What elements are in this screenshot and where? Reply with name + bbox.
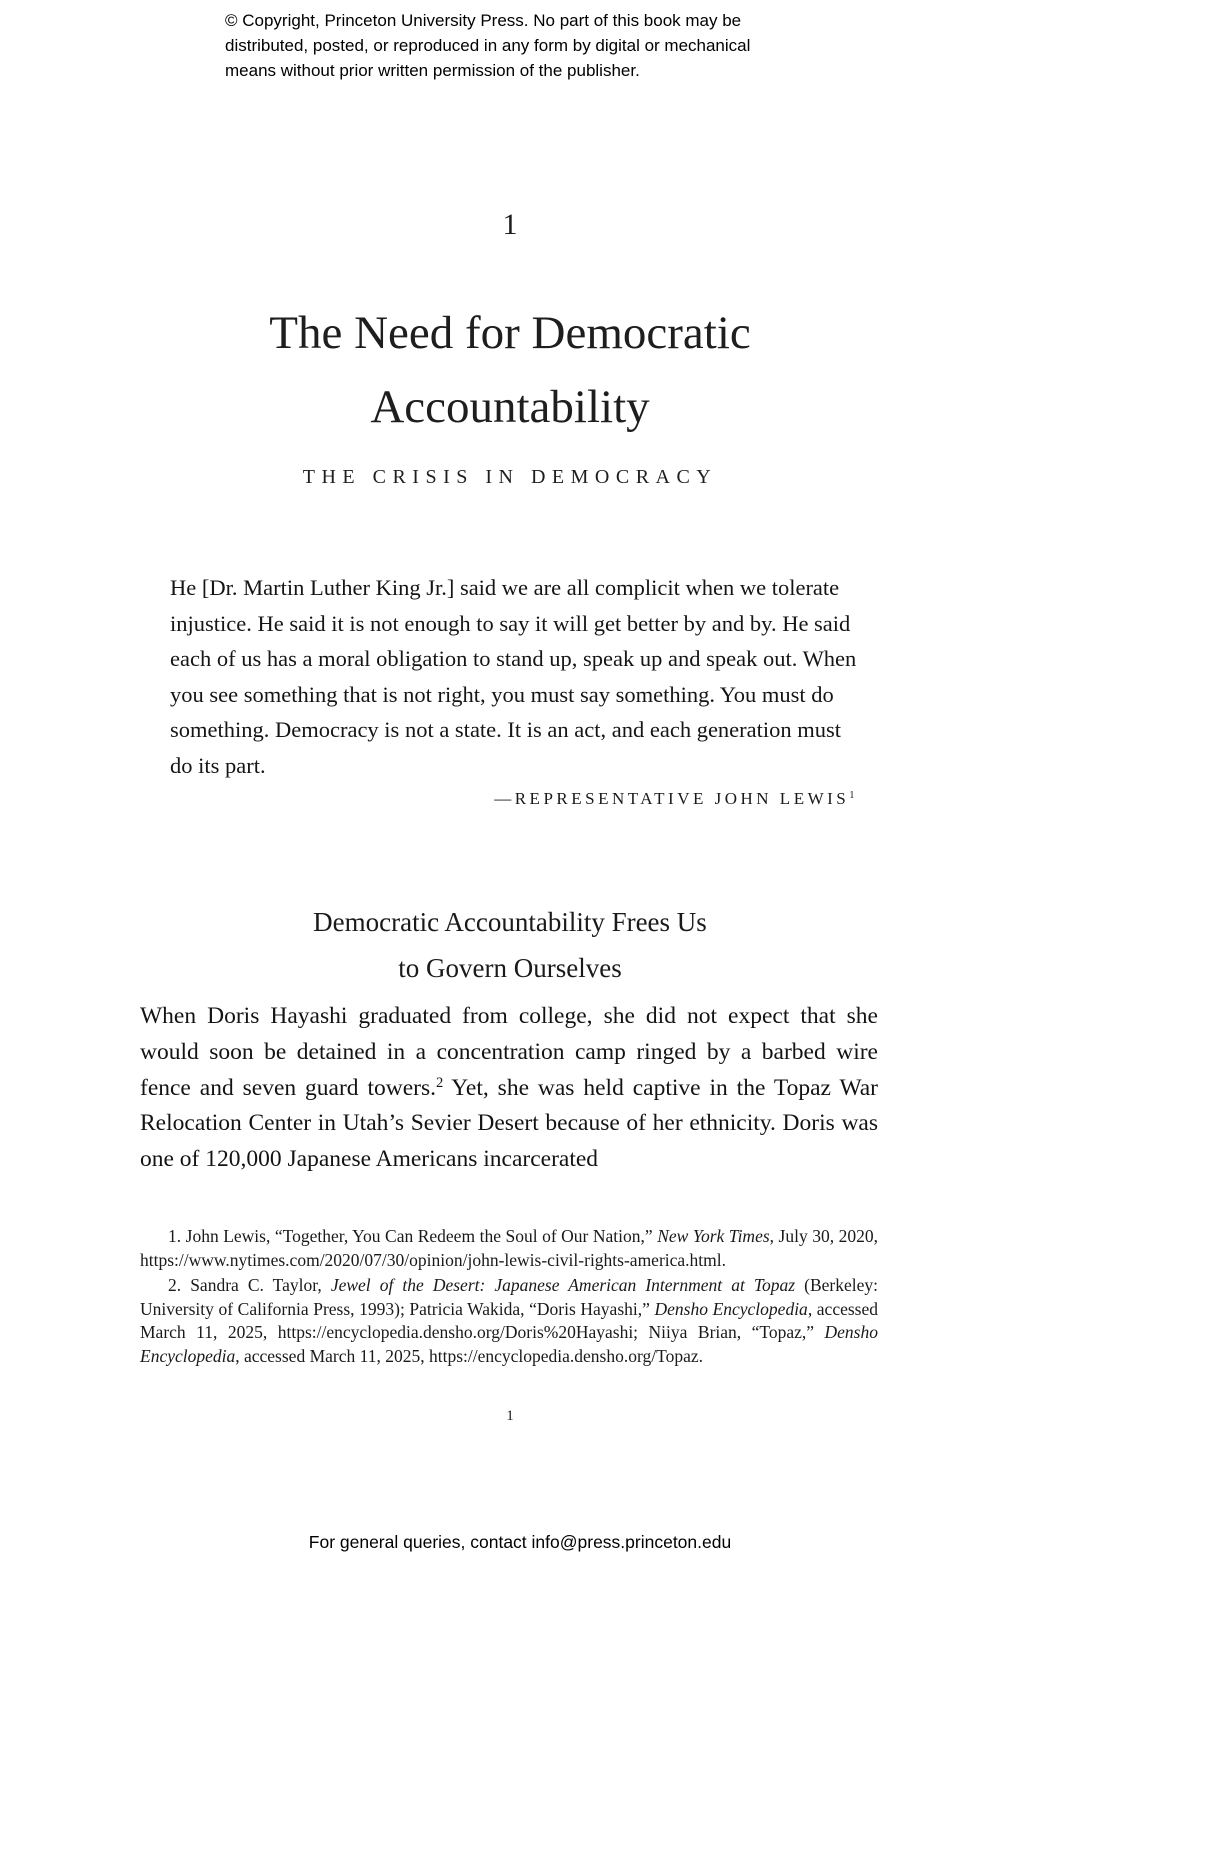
copyright-line: means without prior written permission of the publisher.	[225, 61, 640, 80]
body-text: Yet, she was held captive in the Topaz War Relocation Center in Utah’s Sevier Desert because of her ethnicity. Doris was one of 120,000 Japanese Americans incarcerated	[140, 1074, 878, 1173]
footnote-reference-1: 1	[849, 790, 858, 802]
chapter-title-line: Accountability	[370, 381, 650, 433]
copyright-notice	[225, 8, 750, 83]
footnote-1: 1. John Lewis, “Together, You Can Redeem the Soul of Our Nation,” New York Times, July 30, 2020, https://www.nytimes.com/2020/07/30/opinion/john-lewis-civil-rights-america.html.	[140, 1226, 878, 1270]
epigraph-attribution	[170, 789, 858, 809]
chapter-number: 1	[502, 208, 518, 241]
copyright-line: distributed, posted, or reproduced in any form by digital or mechanical	[225, 36, 751, 55]
footnotes-block	[140, 1225, 878, 1368]
section-heading	[140, 899, 880, 991]
publisher-contact-footer: For general queries, contact info@press.princeton.edu	[308, 1532, 732, 1552]
copyright-line: © Copyright, Princeton University Press. No part of this book may be	[225, 11, 742, 30]
body-paragraph	[140, 999, 878, 1178]
footnote-2: 2. Sandra C. Taylor, Jewel of the Desert: Japanese American Internment at Topaz (Berkeley: University of California Press, 1993); Patricia Wakida, “Doris Hayashi,” Densho Encyclopedia, accessed March 11, 2025, https://encyclopedia.densho.org/Doris%20Hayashi; Niiya Brian, “Topaz,” Densho Encyclopedia, accessed March 11, 2025, https://encyclopedia.densho.org/Topaz.	[140, 1275, 878, 1366]
page-number: 1	[506, 1408, 514, 1424]
footnote-reference-2: 2	[435, 1074, 444, 1091]
attribution-text: —REPRESENTATIVE JOHN LEWIS	[494, 789, 850, 808]
body-text: When Doris Hayashi graduated from college, she did not expect that she would soon be detained in a concentration camp ringed by a barbed wire fence and seven guard towers.	[140, 1003, 878, 1101]
chapter-subtitle: THE CRISIS IN DEMOCRACY	[302, 466, 718, 488]
epigraph-quote: He [Dr. Martin Luther King Jr.] said we are all complicit when we tolerate injustice. He said it is not enough to say it will get better by and by. He said each of us has a moral obligation to stand up, speak up and speak out. When you see something that is not right, you must say something. You must do something. Democracy is not a state. It is an act, and each generation must do its part.	[170, 575, 857, 778]
chapter-title	[100, 296, 920, 444]
section-heading-line: Democratic Accountability Frees Us	[313, 907, 707, 937]
chapter-title-line: The Need for Democratic	[269, 307, 751, 359]
section-heading-line: to Govern Ourselves	[398, 953, 622, 983]
